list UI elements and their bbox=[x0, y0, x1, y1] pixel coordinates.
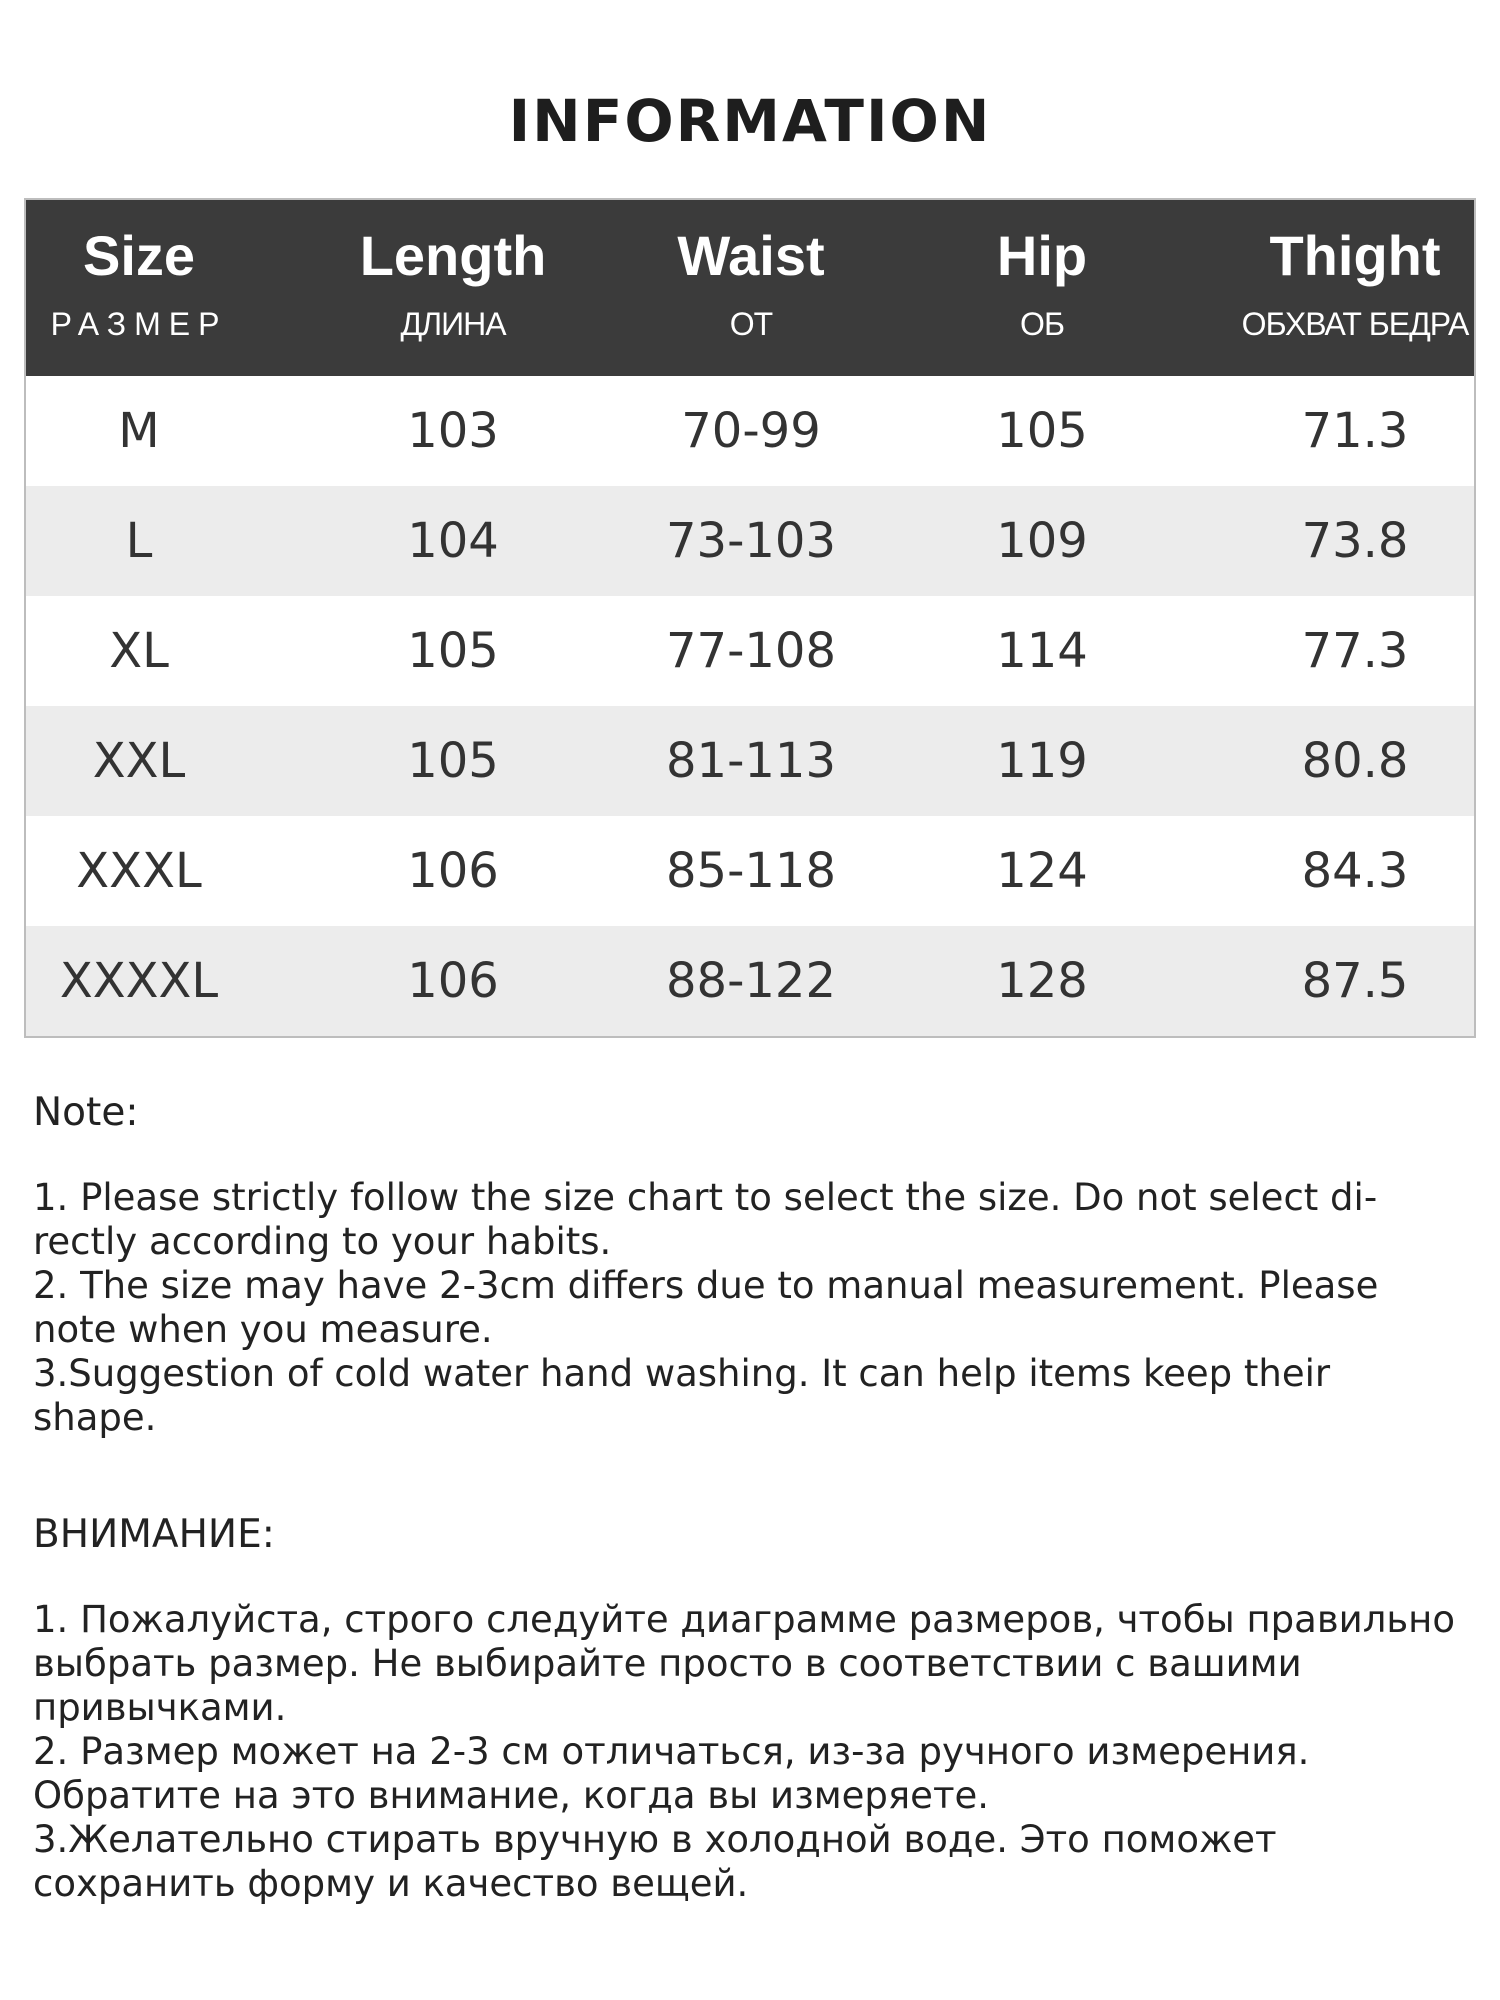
header-waist-ru: ОТ bbox=[729, 306, 773, 342]
attention-item-3: 3.Желательно стирать вручную в холодной воде. Это поможет сохранить форму и качество вещей. bbox=[33, 1818, 1277, 1905]
cell-length: 103 bbox=[407, 403, 499, 459]
cell-length: 105 bbox=[407, 623, 499, 679]
cell-size: XXXXL bbox=[59, 953, 219, 1009]
attention-item-1: 1. Пожалуйста, строго следуйте диаграмме размеров, чтобы правильно выбрать размер. Не выбирайте просто в соответствии с вашими привычками. bbox=[33, 1598, 1455, 1729]
cell-hip: 114 bbox=[996, 623, 1088, 679]
cell-size: M bbox=[118, 403, 160, 459]
table-row bbox=[26, 816, 1474, 926]
cell-thigh: 77.3 bbox=[1301, 623, 1409, 679]
header-thigh-ru: ОБХВАТ БЕДРА bbox=[1241, 306, 1469, 342]
cell-waist: 70-99 bbox=[681, 403, 821, 459]
cell-thigh: 80.8 bbox=[1301, 733, 1409, 789]
table-row bbox=[26, 486, 1474, 596]
header-size-en: Size bbox=[82, 224, 196, 287]
cell-length: 104 bbox=[407, 513, 499, 569]
cell-length: 105 bbox=[407, 733, 499, 789]
header-waist bbox=[654, 200, 848, 376]
cell-thigh: 71.3 bbox=[1301, 403, 1409, 459]
cell-thigh: 87.5 bbox=[1301, 953, 1409, 1009]
header-thigh bbox=[1236, 200, 1474, 376]
header-size-ru: РАЗМЕР bbox=[50, 306, 228, 342]
cell-waist: 81-113 bbox=[665, 733, 836, 789]
note-item-1: 1. Please strictly follow the size chart to select the size. Do not select di-rectly according to your habits. bbox=[33, 1176, 1378, 1263]
size-chart-table bbox=[24, 198, 1476, 1038]
cell-waist: 85-118 bbox=[665, 843, 836, 899]
cell-hip: 128 bbox=[996, 953, 1088, 1009]
cell-length: 106 bbox=[407, 843, 499, 899]
header-thigh-en: Thight bbox=[1269, 224, 1441, 287]
cell-thigh: 84.3 bbox=[1301, 843, 1409, 899]
cell-size: XXL bbox=[92, 733, 186, 789]
cell-thigh: 73.8 bbox=[1301, 513, 1409, 569]
cell-size: XL bbox=[109, 623, 169, 679]
header-length-en: Length bbox=[359, 224, 547, 287]
cell-hip: 105 bbox=[996, 403, 1088, 459]
header-length-ru: ДЛИНА bbox=[400, 306, 506, 342]
cell-hip: 109 bbox=[996, 513, 1088, 569]
page-title: INFORMATION bbox=[508, 87, 992, 155]
cell-size: L bbox=[125, 513, 153, 569]
cell-length: 106 bbox=[407, 953, 499, 1009]
header-size bbox=[26, 200, 252, 376]
table-row bbox=[26, 706, 1474, 816]
header-waist-en: Waist bbox=[677, 224, 825, 287]
note-item-2: 2. The size may have 2-3cm differs due to manual measurement. Please note when you measure. bbox=[33, 1264, 1379, 1351]
cell-hip: 119 bbox=[996, 733, 1088, 789]
header-hip-en: Hip bbox=[996, 224, 1088, 287]
notes-section bbox=[33, 1090, 1463, 1906]
header-hip-ru: ОБ bbox=[1020, 306, 1064, 342]
cell-waist: 88-122 bbox=[665, 953, 836, 1009]
table-body bbox=[26, 376, 1474, 1036]
cell-size: XXXL bbox=[76, 843, 202, 899]
table-row bbox=[26, 926, 1474, 1036]
table-row bbox=[26, 376, 1474, 486]
table-row bbox=[26, 596, 1474, 706]
cell-waist: 73-103 bbox=[665, 513, 836, 569]
cell-waist: 77-108 bbox=[665, 623, 836, 679]
attention-heading: ВНИМАНИЕ: bbox=[33, 1512, 275, 1557]
attention-item-2: 2. Размер может на 2-3 см отличаться, из-за ручного измерения. Обратите на это внимание, когда вы измеряете. bbox=[33, 1730, 1310, 1817]
note-item-3: 3.Suggestion of cold water hand washing. It can help items keep their shape. bbox=[33, 1352, 1331, 1439]
table-header bbox=[26, 200, 1474, 376]
cell-hip: 124 bbox=[996, 843, 1088, 899]
header-hip bbox=[848, 200, 1236, 376]
header-length bbox=[252, 200, 654, 376]
note-heading: Note: bbox=[33, 1090, 139, 1135]
